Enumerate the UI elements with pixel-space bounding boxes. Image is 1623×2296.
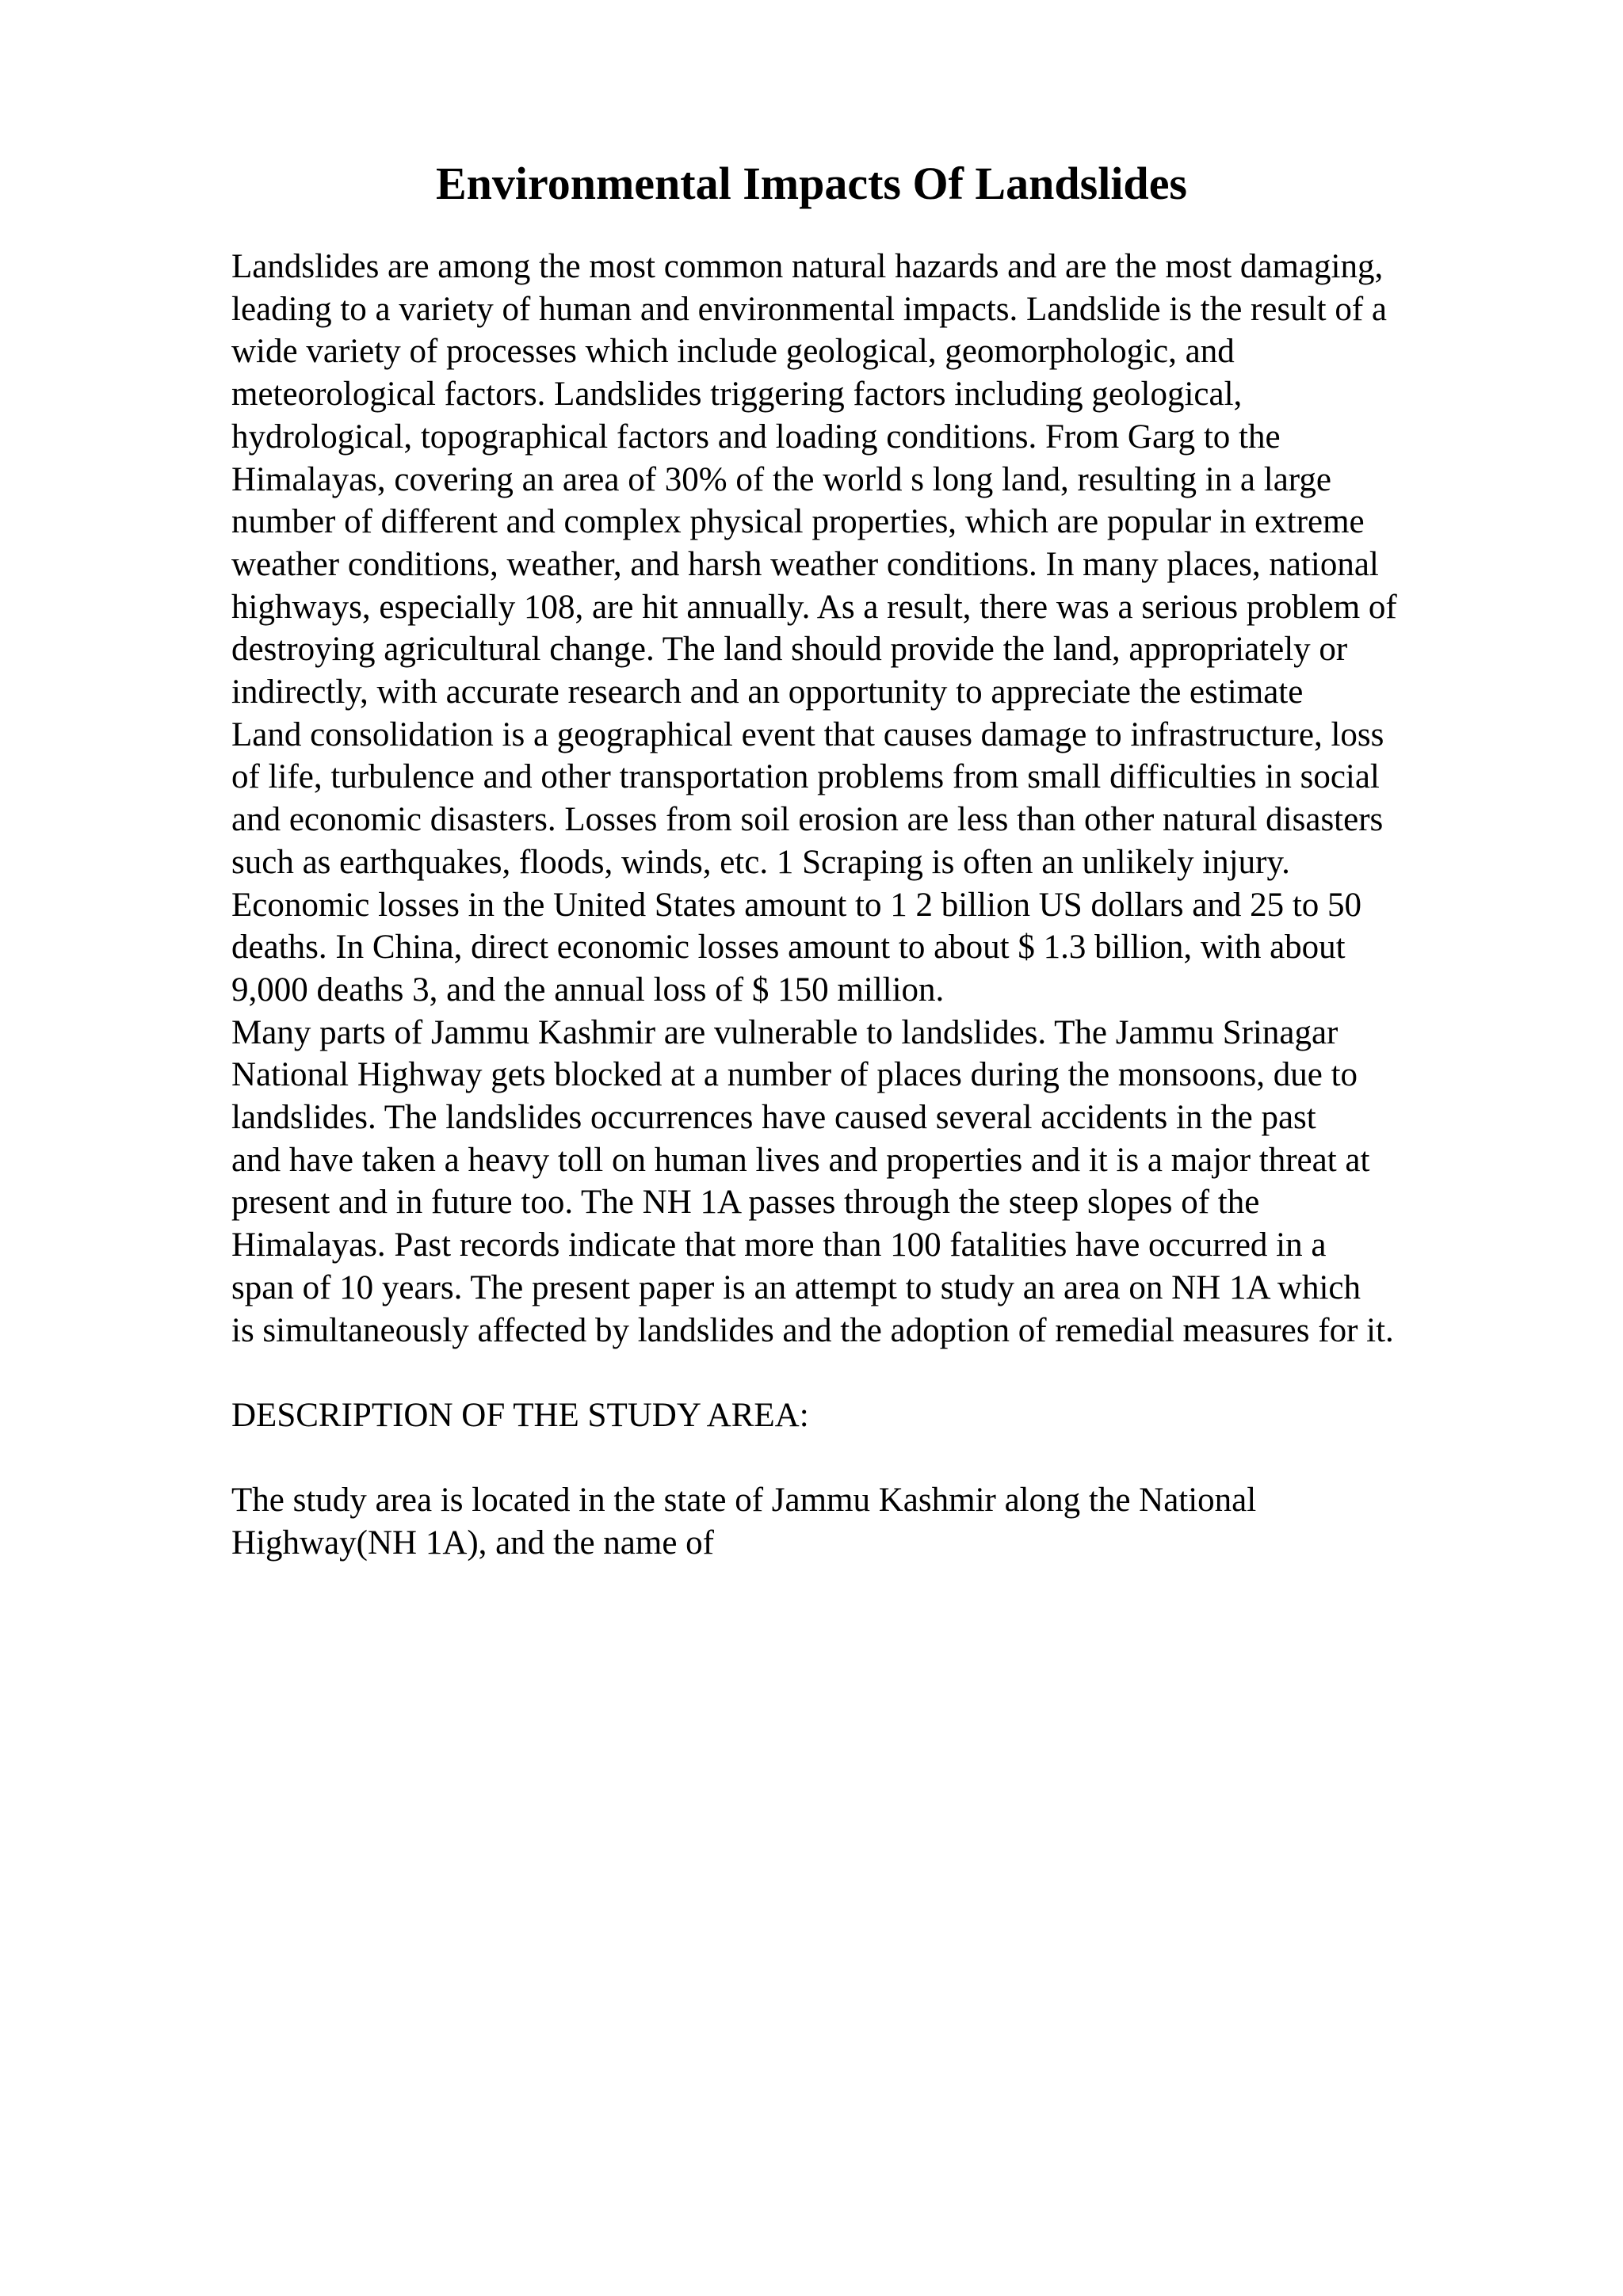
text-line: is simultaneously affected by landslides and the adoption of remedial measures for it. <box>231 1311 1394 1349</box>
text-line: weather conditions, weather, and harsh weather conditions. In many places, national <box>231 545 1379 583</box>
text-line: present and in future too. The NH 1A passes through the steep slopes of the <box>231 1184 1260 1222</box>
document-body <box>231 246 1515 1565</box>
text-line: and economic disasters. Losses from soil erosion are less than other natural disasters <box>231 801 1384 839</box>
text-line: DESCRIPTION OF THE STUDY AREA: <box>231 1396 809 1434</box>
text-line: National Highway gets blocked at a number of places during the monsoons, due to <box>231 1056 1358 1094</box>
text-line: wide variety of processes which include geological, geomorphologic, and <box>231 333 1235 371</box>
text-line: of life, turbulence and other transportation problems from small difficulties in social <box>231 758 1380 796</box>
text-line: Highway(NH 1A), and the name of <box>231 1524 714 1562</box>
text-line: such as earthquakes, floods, winds, etc. 1 Scraping is often an unlikely injury. <box>231 843 1290 881</box>
text-line: highways, especially 108, are hit annually. As a result, there was a serious problem of <box>231 588 1397 626</box>
text-line: and have taken a heavy toll on human lives and properties and it is a major threat at <box>231 1141 1370 1179</box>
text-line: Himalayas, covering an area of 30% of the world s long land, resulting in a large <box>231 460 1331 498</box>
text-line: The study area is located in the state of Jammu Kashmir along the National <box>231 1482 1257 1520</box>
text-line: Many parts of Jammu Kashmir are vulnerable to landslides. The Jammu Srinagar <box>231 1013 1338 1051</box>
text-line: leading to a variety of human and environmental impacts. Landslide is the result of a <box>231 290 1387 328</box>
document-title: Environmental Impacts Of Landslides <box>435 158 1188 209</box>
text-line: number of different and complex physical properties, which are popular in extreme <box>231 503 1365 541</box>
paragraph-gap <box>231 1352 1515 1394</box>
text-line: span of 10 years. The present paper is an attempt to study an area on NH 1A which <box>231 1268 1361 1306</box>
text-line: Economic losses in the United States amount to 1 2 billion US dollars and 25 to 50 <box>231 886 1362 924</box>
text-line: Himalayas. Past records indicate that more than 100 fatalities have occurred in a <box>231 1226 1327 1264</box>
text-line: Land consolidation is a geographical event that causes damage to infrastructure, loss <box>231 715 1384 753</box>
text-line: 9,000 deaths 3, and the annual loss of $ 150 million. <box>231 971 945 1009</box>
text-line: landslides. The landslides occurrences have caused several accidents in the past <box>231 1099 1316 1137</box>
text-line: deaths. In China, direct economic losses amount to about $ 1.3 billion, with about <box>231 929 1346 967</box>
text-line: indirectly, with accurate research and an opportunity to appreciate the estimate <box>231 673 1304 711</box>
paragraph-gap <box>231 1437 1515 1480</box>
text-line: destroying agricultural change. The land should provide the land, appropriately or <box>231 631 1348 669</box>
text-line: meteorological factors. Landslides triggering factors including geological, <box>231 376 1243 414</box>
text-line: hydrological, topographical factors and loading conditions. From Garg to the <box>231 418 1281 456</box>
text-line: Landslides are among the most common natural hazards and are the most damaging, <box>231 248 1384 285</box>
